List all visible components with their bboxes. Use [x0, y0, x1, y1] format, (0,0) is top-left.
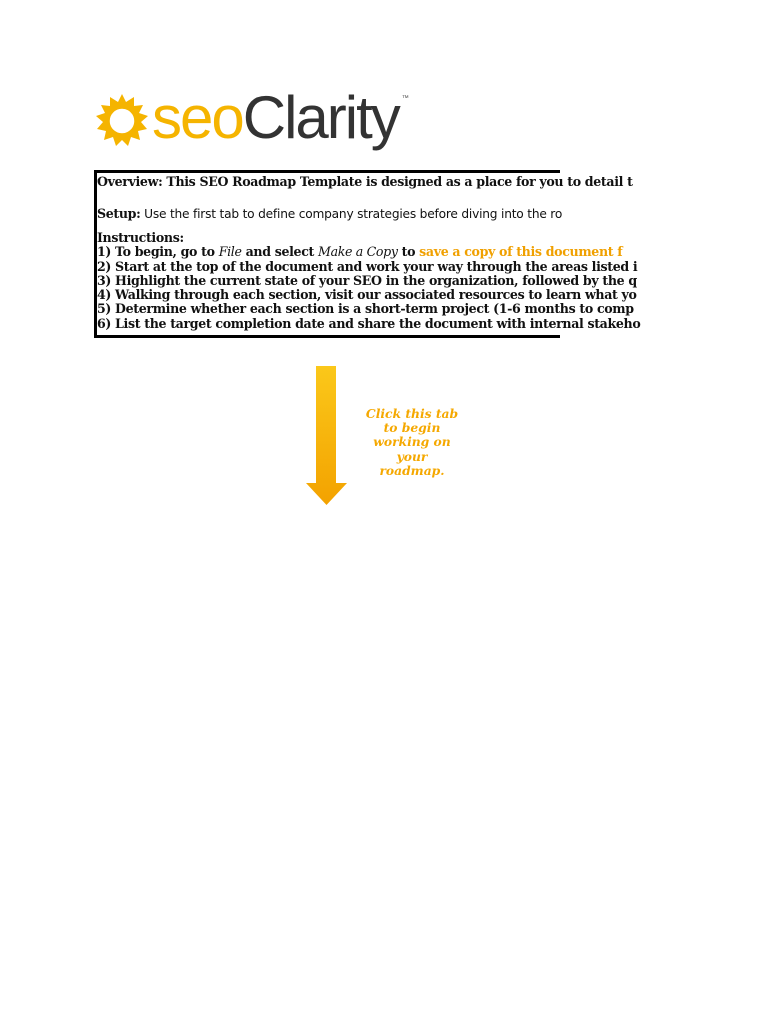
setup-text: Use the first tab to define company strategies before diving into the ro [140, 207, 563, 221]
callout-line-5: roadmap. [379, 462, 445, 478]
setup-line [97, 206, 562, 221]
down-arrow-icon [305, 366, 349, 506]
step1-file: File [218, 244, 242, 259]
instruction-step-5: 5) Determine whether each section is a short-term project (1-6 months to comp [97, 301, 634, 316]
instruction-step-3: 3) Highlight the current state of your SEO in the organization, followed by the q [97, 273, 637, 288]
save-copy-link[interactable]: save a copy of this document f [419, 244, 623, 259]
overview-label: Overview: [97, 174, 163, 189]
instructions-cell[interactable] [94, 170, 641, 338]
instruction-step-1 [97, 244, 622, 259]
callout-text [364, 407, 460, 478]
overview-line [97, 174, 633, 189]
callout-line-2: to begin [383, 420, 441, 436]
callout-line-1: Click this tab [365, 406, 459, 421]
step1-make-copy: Make a Copy [318, 244, 398, 259]
instruction-step-6: 6) List the target completion date and share the document with internal stakeho [97, 316, 641, 331]
setup-label: Setup: [97, 206, 141, 221]
logo-wordmark [152, 86, 399, 150]
instruction-step-2: 2) Start at the top of the document and work your way through the areas listed i [97, 259, 638, 274]
overview-text: This SEO Roadmap Template is designed as a place for you to detail t [162, 174, 633, 189]
callout-line-4: your [396, 448, 428, 464]
step1-to: to [397, 244, 420, 259]
logo-clarity-text: Clarity [242, 84, 399, 151]
step1-mid: and select [241, 244, 319, 259]
callout-line-3: working on [373, 434, 451, 450]
step1-prefix: 1) To begin, go to [97, 244, 219, 259]
trademark-symbol: ™ [401, 94, 409, 102]
instructions-heading: Instructions: [97, 230, 184, 245]
sun-gear-logo-icon [90, 88, 154, 152]
logo-seo-text: seo [152, 84, 243, 151]
seoclarity-logo [90, 84, 409, 152]
instruction-step-4: 4) Walking through each section, visit our associated resources to learn what yo [97, 287, 637, 302]
